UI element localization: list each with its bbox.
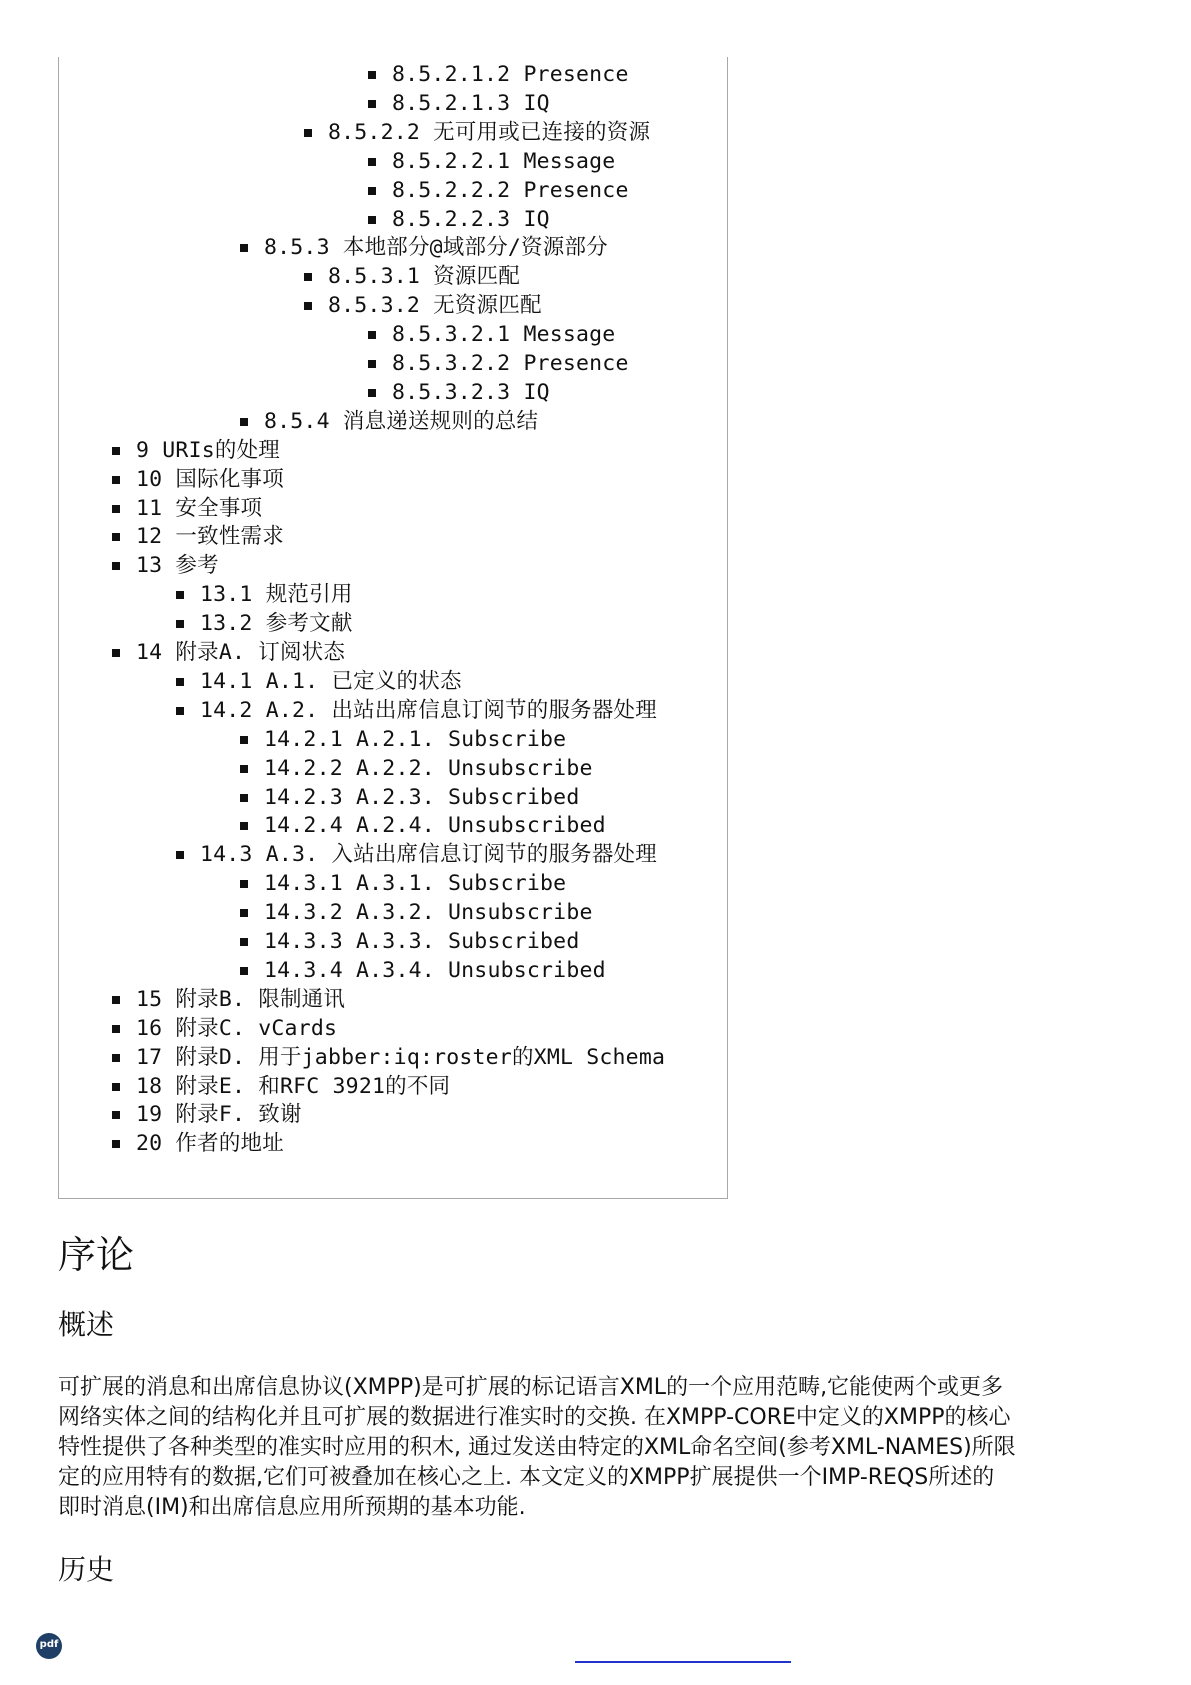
toc-bullet-icon [240,244,248,252]
toc-link[interactable]: 17 附录D. 用于jabber:iq:roster的XML Schema [136,1044,666,1070]
toc-bullet-icon [368,360,376,368]
toc-bullet-icon [240,938,248,946]
paragraph-line: 即时消息(IM)和出席信息应用所预期的基本功能. [58,1495,526,1520]
toc-link[interactable]: 8.5.3.2 无资源匹配 [328,293,542,319]
toc-bullet-icon [176,851,184,859]
toc-link[interactable]: 14.3.1 A.3.1. Subscribe [264,871,567,897]
paragraph-line: 可扩展的消息和出席信息协议(XMPP)是可扩展的标记语言XML的一个应用范畴,它能使两个或更多 [58,1375,1004,1400]
footer-link-underline[interactable] [575,1661,791,1663]
toc-link[interactable]: 8.5.3 本地部分@域部分/资源部分 [264,235,608,261]
toc-link[interactable]: 12 一致性需求 [136,524,284,550]
toc-link[interactable]: 14.1 A.1. 已定义的状态 [200,668,462,694]
paragraph-line: 网络实体之间的结构化并且可扩展的数据进行准实时的交换. 在XMPP-CORE中定义的XMPP的核心 [58,1405,1011,1430]
toc-link[interactable]: 13.2 参考文献 [200,611,353,637]
toc-link[interactable]: 14.2.3 A.2.3. Subscribed [264,784,580,810]
toc-link[interactable]: 18 附录E. 和RFC 3921的不同 [136,1073,451,1099]
toc-bullet-icon [112,505,120,513]
toc-bullet-icon [240,909,248,917]
toc-bullet-icon [240,794,248,802]
toc-bullet-icon [176,678,184,686]
toc-bullet-icon [368,100,376,108]
toc-link[interactable]: 8.5.3.2.2 Presence [392,351,629,376]
toc-bullet-icon [368,187,376,195]
toc-bullet-icon [240,736,248,744]
toc-link[interactable]: 15 附录B. 限制通讯 [136,986,346,1012]
toc-link[interactable]: 8.5.3.2.3 IQ [392,379,550,405]
toc-link[interactable]: 8.5.3.1 资源匹配 [328,264,520,290]
toc-bullet-icon [304,273,312,281]
toc-bullet-icon [368,389,376,397]
toc-link[interactable]: 14.3 A.3. 入站出席信息订阅节的服务器处理 [200,842,657,868]
toc-bullet-icon [368,216,376,224]
toc-bullet-icon [112,1054,120,1062]
toc-bullet-icon [368,158,376,166]
toc-link[interactable]: 9 URIs的处理 [136,437,280,463]
toc-link[interactable]: 13 参考 [136,553,219,579]
paragraph-line: 定的应用特有的数据,它们可被叠加在核心之上. 本文定义的XMPP扩展提供一个IMP-REQS所述的 [58,1465,995,1490]
toc-link[interactable]: 14.3.3 A.3.3. Subscribed [264,929,580,954]
toc-link[interactable]: 10 国际化事项 [136,466,284,492]
toc-link[interactable]: 20 作者的地址 [136,1131,284,1157]
toc-link[interactable]: 8.5.2.2.2 Presence [392,177,629,203]
paragraph-line: 特性提供了各种类型的准实时应用的积木, 通过发送由特定的XML命名空间(参考XML-NAMES)所限 [58,1435,1016,1460]
toc-link[interactable]: 8.5.2.1.3 IQ [392,90,550,116]
toc-bullet-icon [112,996,120,1004]
toc-bullet-icon [240,765,248,773]
toc-link[interactable]: 8.5.4 消息递送规则的总结 [264,408,539,434]
toc-bullet-icon [112,649,120,657]
toc-link[interactable]: 19 附录F. 致谢 [136,1102,302,1128]
toc-link[interactable]: 8.5.3.2.1 Message [392,322,616,348]
toc-bullet-icon [112,476,120,484]
toc-link[interactable]: 14.2.2 A.2.2. Unsubscribe [264,755,593,781]
toc-bullet-icon [240,880,248,888]
toc-bullet-icon [112,533,120,541]
toc-link[interactable]: 14.2.1 A.2.1. Subscribe [264,726,567,752]
toc-link[interactable]: 13.1 规范引用 [200,582,353,608]
toc-link[interactable]: 16 附录C. vCards [136,1015,338,1041]
toc-link[interactable]: 8.5.2.2.1 Message [392,148,616,174]
toc-bullet-icon [176,620,184,628]
toc-bullet-icon [112,1111,120,1119]
toc-bullet-icon [112,1025,120,1033]
toc-bullet-icon [240,967,248,975]
toc-link[interactable]: 8.5.2.2 无可用或已连接的资源 [328,119,651,145]
pdf-logo-icon: pdf [36,1633,62,1659]
overview-paragraph [58,1373,1138,1523]
subsection-heading-overview: 概述 [58,1308,115,1341]
toc-bullet-icon [112,562,120,570]
toc-bullet-icon [112,1140,120,1148]
toc-link[interactable]: 8.5.2.2.3 IQ [392,206,550,232]
toc-link[interactable]: 8.5.2.1.2 Presence [392,62,629,87]
section-heading-intro: 序论 [58,1233,135,1277]
toc-bullet-icon [112,1083,120,1091]
toc-link[interactable]: 14.3.2 A.3.2. Unsubscribe [264,900,593,926]
toc-bullet-icon [112,447,120,455]
toc-bullet-icon [176,707,184,715]
toc-link[interactable]: 11 安全事项 [136,495,263,521]
toc-link[interactable]: 14.3.4 A.3.4. Unsubscribed [264,957,606,983]
toc-link[interactable]: 14.2.4 A.2.4. Unsubscribed [264,813,606,839]
toc-bullet-icon [176,591,184,599]
toc-bullet-icon [304,129,312,137]
toc-bullet-icon [240,822,248,830]
toc-bullet-icon [304,302,312,310]
toc-bullet-icon [368,71,376,79]
toc-bullet-icon [368,331,376,339]
toc-bullet-icon [240,418,248,426]
toc-link[interactable]: 14 附录A. 订阅状态 [136,640,346,665]
subsection-heading-history: 历史 [58,1553,115,1586]
toc-link[interactable]: 14.2 A.2. 出站出席信息订阅节的服务器处理 [200,697,657,723]
